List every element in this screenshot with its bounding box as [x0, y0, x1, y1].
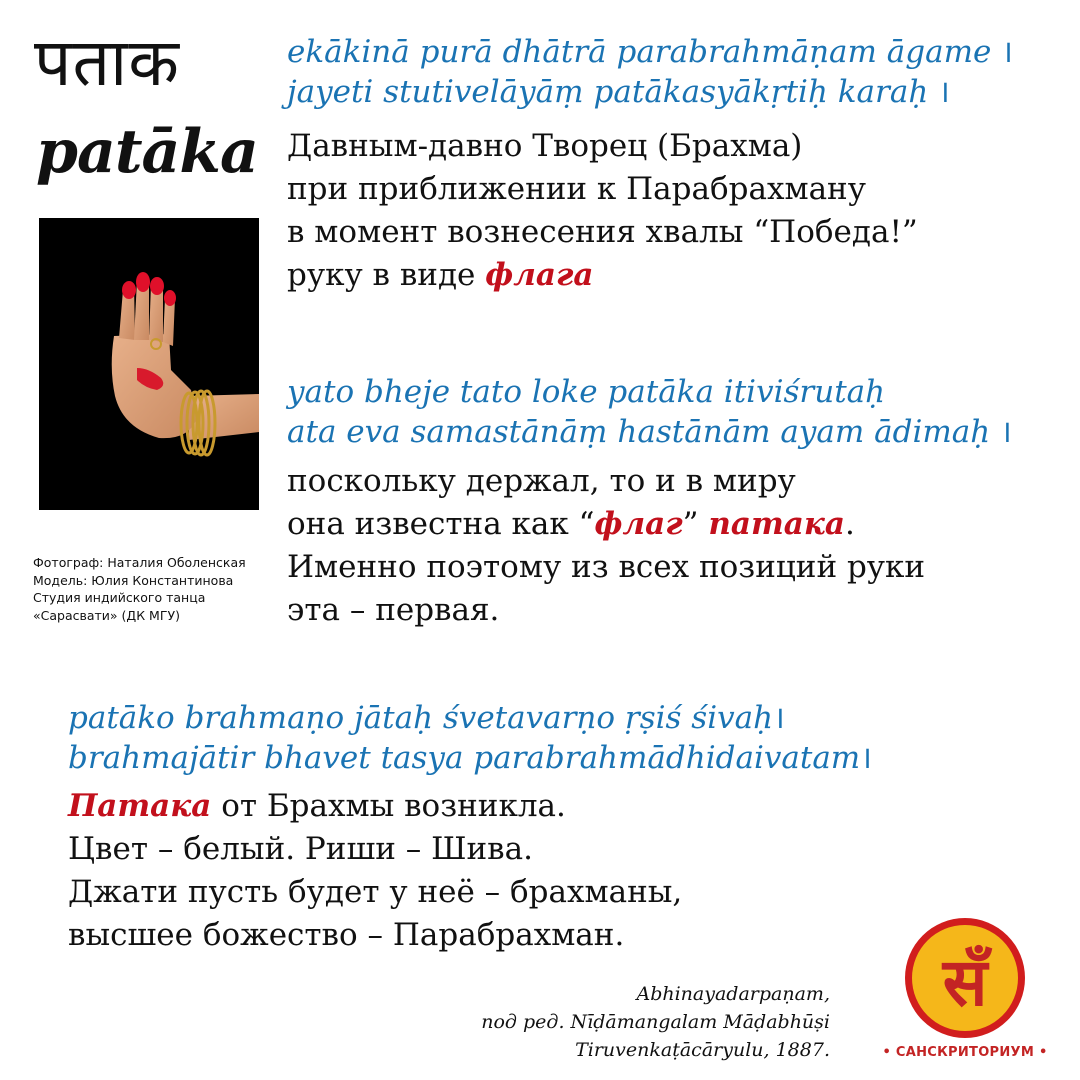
verse-line: patāko brahmaṇo jātaḥ śvetavarṇo ṛṣiś śivaḥ।	[68, 700, 785, 736]
verse-3	[68, 698, 872, 778]
source-line: Abhinayadarpaṇam,	[636, 983, 830, 1005]
credit-line: Фотограф: Наталия Оболенская	[33, 555, 246, 570]
translation-line: эта – первая.	[287, 592, 500, 628]
verse-2	[287, 372, 1012, 452]
translation-line: в момент вознесения хвалы “Победа!”	[287, 214, 918, 250]
emphasis-pataka: патака	[708, 506, 845, 542]
verse-line: ekākinā purā dhātrā parabrahmāṇam āgame ।	[287, 34, 1013, 70]
translation-2	[287, 460, 925, 632]
emphasis-pataka: Патака	[68, 788, 212, 824]
verse-line: yato bheje tato loke patāka itiviśrutaḥ	[287, 374, 886, 410]
logo-glyph	[912, 925, 1018, 1031]
hand-gesture-photo	[39, 218, 259, 510]
translation-line: Патака от Брахмы возникла.	[68, 788, 566, 824]
credit-line: Студия индийского танца	[33, 590, 206, 605]
translation-line: она известна как “флаг” патака.	[287, 506, 855, 542]
translation-1	[287, 125, 918, 297]
logo-circle	[905, 918, 1025, 1038]
translation-line: Давным-давно Творец (Брахма)	[287, 128, 803, 164]
svg-text:सँ: सँ	[942, 944, 988, 1021]
translation-3	[68, 785, 682, 957]
title-transliteration: patāka	[36, 117, 258, 187]
credit-line: «Сарасвати» (ДК МГУ)	[33, 607, 180, 623]
source-citation	[481, 980, 830, 1064]
translation-line: Именно поэтому из всех позиций руки	[287, 549, 926, 585]
translation-line: Джати пусть будет у неё – брахманы,	[68, 874, 683, 910]
source-line: Tiruvenkaṭācāryulu, 1887.	[575, 1039, 830, 1061]
translation-line: руку в виде флага	[287, 257, 594, 293]
verse-line: brahmajātir bhavet tasya parabrahmādhidaivatam।	[68, 740, 872, 776]
verse-line: ata eva samastānāṃ hastānām ayam ādimaḥ ।	[287, 414, 1012, 450]
title-devanagari: पताक	[34, 24, 180, 101]
emphasis-flag: флага	[485, 257, 594, 293]
translation-line: высшее божество – Парабрахман.	[68, 917, 625, 953]
translation-line: при приближении к Парабрахману	[287, 171, 866, 207]
credit-line: Модель: Юлия Константинова	[33, 572, 234, 588]
verse-1	[287, 32, 1013, 112]
translation-line: Цвет – белый. Риши – Шива.	[68, 831, 533, 867]
sanskritorium-logo	[882, 912, 1048, 1068]
logo-caption: • САНСКРИТОРИУМ •	[882, 1045, 1048, 1060]
source-line: под ред. Nīḍāmangalam Māḍabhūṣi	[481, 1011, 830, 1033]
translation-line: поскольку держал, то и в миру	[287, 463, 796, 499]
emphasis-flag: флаг	[594, 506, 683, 542]
photo-credits	[33, 554, 283, 624]
verse-line: jayeti stutivelāyāṃ patākasyākṛtiḥ karaḥ ।	[287, 74, 950, 110]
